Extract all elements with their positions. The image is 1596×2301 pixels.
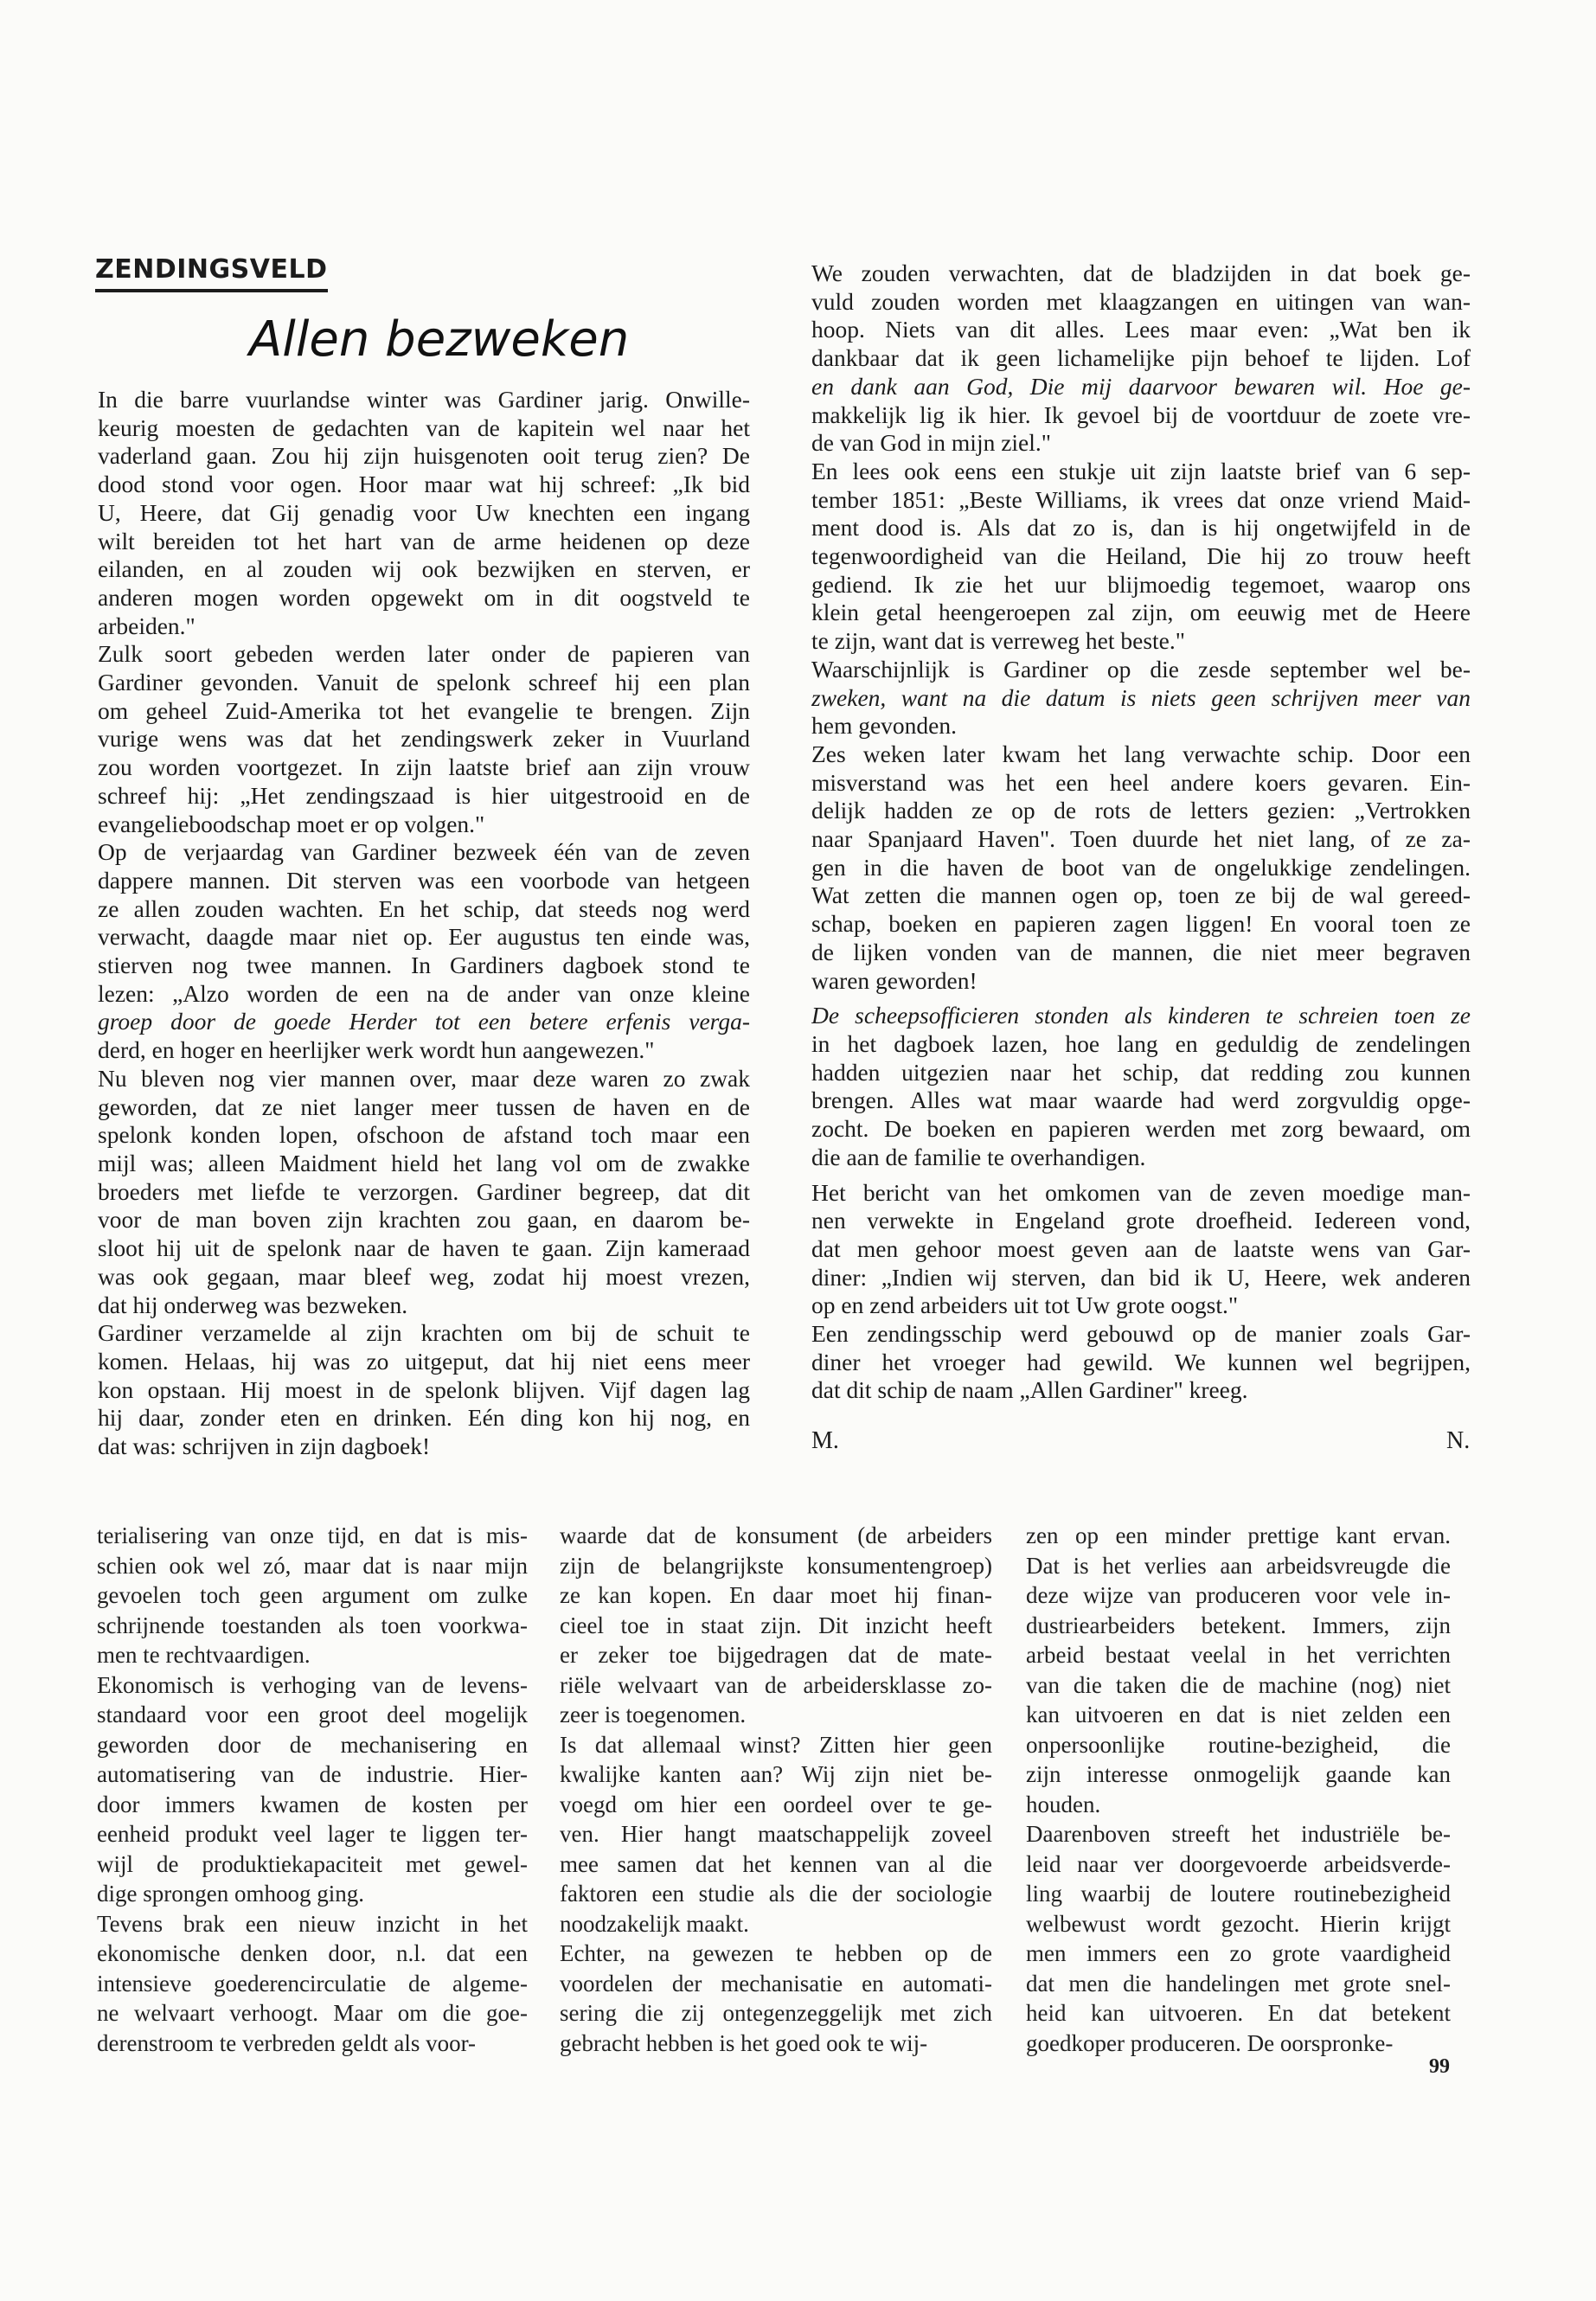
paragraph: [811, 458, 1471, 656]
text-line: zen op een minder prettige kant ervan.: [1026, 1522, 1451, 1548]
text-line: men te rechtvaardigen.: [97, 1642, 311, 1668]
text-line: naar Spanjaard Haven". Toen duurde het niet lang, of ze za-: [811, 825, 1471, 853]
text-line: welbewust wordt gezocht. Hierin krijgt: [1026, 1910, 1451, 1937]
text-line: zeer is toegenomen.: [560, 1702, 747, 1727]
text-line: We zouden verwachten, dat de bladzijden in dat boek ge-: [811, 260, 1471, 286]
article-title: Allen bezweken: [249, 311, 630, 368]
paragraph: [98, 640, 750, 838]
continuation-column-1: [97, 1521, 528, 2058]
text-line: sloot hij uit de spelonk naar de haven te gaan. Zijn kameraad: [98, 1234, 750, 1262]
text-line: dat hij onderweg was bezweken.: [98, 1291, 408, 1318]
text-line: En lees ook eens een stukje uit zijn laatste brief van 6 sep-: [811, 457, 1471, 484]
text-line: mijl was; alleen Maidment hield het lang vol om de zwakke: [98, 1149, 750, 1176]
text-line: gediend. Ik zie het uur blijmoedig tegemoet, waarop ons: [811, 570, 1471, 598]
text-line: automatisering van de industrie. Hier-: [97, 1761, 528, 1787]
text-line: de van God in mijn ziel.": [811, 429, 1052, 457]
text-line: wilt bereiden tot het hart van de arme heidenen op deze: [98, 527, 750, 554]
text-line: standaard voor een groot deel mogelijk: [97, 1702, 528, 1727]
text-line: vuld zouden worden met klaagzangen en uitingen van wan-: [811, 287, 1471, 315]
text-line: derd, en hoger en heerlijker werk wordt hun aangewezen.": [98, 1036, 655, 1064]
text-line: Een zendingsschip werd gebouwd op de manier zoals Gar-: [811, 1320, 1471, 1348]
text-line: ekonomische denken door, n.l. dat een: [97, 1940, 528, 1966]
text-line: zijn interesse onmogelijk gaande kan: [1026, 1761, 1451, 1787]
text-line: van die taken die de machine (nog) niet: [1026, 1671, 1451, 1698]
continuation-column-3: [1026, 1521, 1451, 2058]
text-line: was ook gegaan, maar bleef weg, zodat hij moest vrezen,: [98, 1262, 750, 1290]
text-line: onpersoonlijke routine-bezigheid, die: [1026, 1731, 1451, 1758]
text-line: leid naar ver doorgevoerde arbeidsverde-: [1026, 1850, 1451, 1877]
text-line: door immers kwamen de kosten per: [97, 1791, 528, 1817]
text-line: ne welvaart verhoogt. Maar om die goe-: [97, 2000, 528, 2026]
text-line: Dat is het verlies aan arbeidsvreugde die: [1026, 1552, 1451, 1579]
text-line: de lijken vonden van de mannen, die niet meer begraven: [811, 938, 1471, 965]
text-line: faktoren een studie als die der sociologie: [560, 1881, 992, 1907]
text-line: arbeiden.": [98, 612, 195, 639]
text-line: Nu bleven nog vier mannen over, maar deze waren zo zwak: [98, 1064, 750, 1092]
text-line: voegd om hier een oordeel over te ge-: [560, 1791, 992, 1817]
text-line: goedkoper produceren. De oorspronke-: [1026, 2029, 1394, 2056]
text-line: te zijn, want dat is verreweg het beste.": [811, 627, 1185, 655]
text-line: keurig moesten de gedachten van de kapitein wel naar het: [98, 413, 750, 441]
text-line: spelonk konden lopen, ofschoon de afstand toch maar een: [98, 1121, 750, 1149]
text-line: gen in die haven de boot van de ongelukkige zendelingen.: [811, 853, 1471, 881]
text-line: schien ook wel zó, maar dat is naar mijn: [97, 1552, 528, 1579]
text-line: hij daar, zonder eten en drinken. Eén ding kon hij nog, en: [98, 1404, 750, 1432]
text-line: op en zend arbeiders uit tot Uw grote oogst.": [811, 1292, 1239, 1319]
text-line: diner: „Indien wij sterven, dan bid ik U, Heere, wek anderen: [811, 1263, 1471, 1291]
text-line: mee samen dat het kennen van al die: [560, 1850, 992, 1877]
paragraph: [98, 1065, 750, 1319]
text-line: hem gevonden.: [811, 712, 958, 740]
section-label: ZENDINGSVELD: [95, 254, 328, 292]
text-line: Gardiner verzamelde al zijn krachten om bij de schuit te: [98, 1319, 750, 1347]
text-line: verwacht, daagde maar niet op. Eer augustus ten einde was,: [98, 923, 750, 951]
text-line: wijl de produktiekapaciteit met gewel-: [97, 1850, 528, 1877]
text-line: eenheid produkt veel lager te liggen ter-: [97, 1821, 528, 1847]
text-line: om geheel Zuid-Amerika tot het evangelie te brengen. Zijn: [98, 696, 750, 724]
text-line: in het dagboek lazen, hoe lang en geduldig de zendelingen: [811, 1029, 1471, 1057]
signature-initial-left: M.: [811, 1427, 839, 1454]
text-line: houden.: [1026, 1791, 1101, 1817]
paragraph: [811, 1002, 1471, 1171]
paragraph: [98, 386, 750, 640]
text-line: kan uitvoeren en dat is niet zelden een: [1026, 1702, 1451, 1727]
paragraph: [97, 1909, 528, 2059]
text-line: vaderland gaan. Zou hij zijn huisgenoten ooit terug zien? De: [98, 442, 750, 470]
text-line: Wat zetten die mannen ogen op, toen ze bij de wal gereed-: [811, 881, 1471, 909]
text-line: dige sprongen omhoog ging.: [97, 1881, 364, 1907]
text-line: Daarenboven streeft het industriële be-: [1026, 1821, 1451, 1847]
text-line: groep door de goede Herder tot een betere erfenis verga-: [98, 1008, 750, 1035]
text-line: zijn de belangrijkste konsumentengroep): [560, 1552, 992, 1579]
signature-initial-right: N.: [1446, 1427, 1471, 1454]
text-line: klein getal heengeroepen zal zijn, om eeuwig met de Heere: [811, 599, 1471, 626]
paragraph: [98, 1319, 750, 1461]
paragraph: [560, 1521, 992, 1730]
text-line: anderen mogen worden opgewekt om in dit oogstveld te: [98, 583, 750, 611]
text-line: schreef hij: „Het zendingszaad is hier uitgestrooid en de: [98, 781, 750, 809]
paragraph: [1026, 1819, 1451, 2058]
paragraph: [811, 1320, 1471, 1405]
text-line: deze wijze van produceren voor vele in-: [1026, 1582, 1451, 1608]
text-line: dappere mannen. Dit sterven was een voorbode van hetgeen: [98, 866, 750, 894]
text-line: voor de man boven zijn krachten zou gaan, en daarom be-: [98, 1206, 750, 1234]
text-line: heid kan uitvoeren. En dat betekent: [1026, 2000, 1451, 2026]
continuation-column-2: [560, 1521, 992, 2058]
text-line: makkelijk lig ik hier. Ik gevoel bij de voortduur de zoete vre-: [811, 401, 1471, 428]
text-line: geworden, dat ze niet langer meer tussen de haven en de: [98, 1093, 750, 1120]
text-line: er zeker toe bijgedragen dat de mate-: [560, 1642, 992, 1668]
text-line: U, Heere, dat Gij genadig voor Uw knechten een ingang: [98, 498, 750, 526]
text-line: terialisering van onze tijd, en dat is mis-: [97, 1522, 528, 1548]
text-line: evangelieboodschap moet er op volgen.": [98, 810, 485, 837]
text-line: dat men gehoor moest geven aan de laatste wens van Gar-: [811, 1234, 1471, 1262]
text-line: men immers een zo grote vaardigheid: [1026, 1940, 1451, 1966]
text-line: riële welvaart van de arbeidersklasse zo-: [560, 1671, 992, 1698]
text-line: Zes weken later kwam het lang verwachte schip. Door een: [811, 740, 1471, 767]
text-line: zou worden voortgezet. In zijn laatste brief aan zijn vrouw: [98, 753, 750, 781]
text-line: cieel toe in staat zijn. Dit inzicht heeft: [560, 1612, 992, 1638]
article-left-column: [98, 386, 750, 1461]
text-line: zweken, want na die datum is niets geen schrijven meer van: [811, 683, 1471, 711]
text-line: nen verwekte in Engeland grote droefheid. Iedereen vond,: [811, 1207, 1471, 1234]
paragraph: [97, 1670, 528, 1909]
text-line: komen. Helaas, hij was zo uitgeput, dat hij niet eens meer: [98, 1347, 750, 1375]
text-line: ling waarbij de loutere routinebezigheid: [1026, 1881, 1451, 1907]
text-line: die aan de familie te overhandigen.: [811, 1143, 1146, 1170]
text-line: kwalijke kanten aan? Wij zijn niet be-: [560, 1761, 992, 1787]
text-line: Is dat allemaal winst? Zitten hier geen: [560, 1731, 992, 1758]
text-line: waren geworden!: [811, 966, 977, 994]
text-line: ven. Hier hangt maatschappelijk zoveel: [560, 1821, 992, 1847]
text-line: schrijnende toestanden als toen voorkwa-: [97, 1612, 528, 1638]
text-line: kon opstaan. Hij moest in de spelonk blijven. Vijf dagen lag: [98, 1375, 750, 1403]
paragraph: [811, 260, 1471, 458]
text-line: geworden door de mechanisering en: [97, 1731, 528, 1758]
text-line: eilanden, en al zouden wij ook bezwijken en sterven, er: [98, 555, 750, 583]
text-line: voordelen der mechanisatie en automati-: [560, 1970, 992, 1997]
text-line: sering die zij ontegenzeggelijk met zich: [560, 2000, 992, 2026]
text-line: noodzakelijk maakt.: [560, 1910, 749, 1937]
text-line: gebracht hebben is het goed ook te wij-: [560, 2029, 928, 2056]
text-line: vurige wens was dat het zendingswerk zeker in Vuurland: [98, 725, 750, 753]
text-line: en dank aan God, Die mij daarvoor bewaren wil. Hoe ge-: [811, 372, 1471, 400]
text-line: zocht. De boeken en papieren werden met zorg bewaard, om: [811, 1115, 1471, 1143]
text-line: derenstroom te verbreden geldt als voor-: [97, 2029, 477, 2056]
text-line: tegenwoordigheid van die Heiland, Die hij zo trouw heeft: [811, 542, 1471, 570]
text-line: gevoelen toch geen argument om zulke: [97, 1582, 528, 1608]
text-line: ze kan kopen. En daar moet hij finan-: [560, 1582, 992, 1608]
text-line: broeders met liefde te verzorgen. Gardiner begreep, dat dit: [98, 1177, 750, 1205]
text-line: waarde dat de konsument (de arbeiders: [560, 1522, 992, 1548]
paragraph: [97, 1521, 528, 1670]
text-line: ment dood is. Als dat zo is, dan is hij ongetwijfeld in de: [811, 514, 1471, 542]
text-line: tember 1851: „Beste Williams, ik vrees dat onze vriend Maid-: [811, 485, 1471, 513]
paragraph: [560, 1730, 992, 1939]
text-line: dat was: schrijven in zijn dagboek!: [98, 1433, 431, 1460]
text-line: stierven nog twee mannen. In Gardiners dagboek stond te: [98, 952, 750, 979]
text-line: Tevens brak een nieuw inzicht in het: [97, 1910, 528, 1937]
text-line: Op de verjaardag van Gardiner bezweek één van de zeven: [98, 838, 750, 866]
text-line: delijk hadden ze op de rots de letters gezien: „Vertrokken: [811, 797, 1471, 824]
text-line: schap, boeken en papieren zagen liggen! En vooral toen ze: [811, 910, 1471, 938]
paragraph: [811, 1179, 1471, 1321]
text-line: Waarschijnlijk is Gardiner op die zesde september wel be-: [811, 655, 1471, 683]
text-line: misverstand was het een heel andere koers gevaren. Ein-: [811, 768, 1471, 796]
text-line: In die barre vuurlandse winter was Gardiner jarig. Onwille-: [98, 386, 750, 413]
text-line: Zulk soort gebeden werden later onder de papieren van: [98, 640, 750, 668]
article-right-column: [811, 260, 1471, 1405]
text-line: dat men die handelingen met grote snel-: [1026, 1970, 1451, 1997]
page-number: 99: [1429, 2055, 1450, 2078]
text-line: hoop. Niets van dit alles. Lees maar even: „Wat ben ik: [811, 316, 1471, 343]
text-line: De scheepsofficieren stonden als kinderen te schreien toen ze: [811, 1002, 1471, 1029]
paragraph: [1026, 1521, 1451, 1819]
text-line: brengen. Alles wat maar waarde had werd zorgvuldig opge-: [811, 1086, 1471, 1114]
text-line: Het bericht van het omkomen van de zeven moedige man-: [811, 1178, 1471, 1206]
text-line: dood stond voor ogen. Hoor maar wat hij schreef: „Ik bid: [98, 471, 750, 498]
text-line: hadden uitgezien naar het schip, dat redding zou kunnen: [811, 1058, 1471, 1086]
text-line: dustriearbeiders betekent. Immers, zijn: [1026, 1612, 1451, 1638]
paragraph: [560, 1939, 992, 2058]
text-line: Gardiner gevonden. Vanuit de spelonk schreef hij een plan: [98, 669, 750, 696]
text-line: Ekonomisch is verhoging van de levens-: [97, 1671, 528, 1698]
text-line: ze allen zouden wachten. En het schip, dat steeds nog werd: [98, 894, 750, 922]
text-line: dat dit schip de naam „Allen Gardiner" kreeg.: [811, 1376, 1248, 1404]
paragraph: [98, 838, 750, 1065]
text-line: intensieve goederencirculatie de algeme-: [97, 1970, 528, 1997]
text-line: dankbaar dat ik geen lichamelijke pijn behoef te lijden. Lof: [811, 344, 1471, 372]
text-line: diner het vroeger had gewild. We kunnen wel begrijpen,: [811, 1348, 1471, 1375]
paragraph: [811, 656, 1471, 740]
text-line: arbeid bestaat veelal in het verrichten: [1026, 1642, 1451, 1668]
text-line: Echter, na gewezen te hebben op de: [560, 1940, 992, 1966]
text-line: lezen: „Alzo worden de een na de ander van onze kleine: [98, 979, 750, 1007]
paragraph: [811, 740, 1471, 995]
